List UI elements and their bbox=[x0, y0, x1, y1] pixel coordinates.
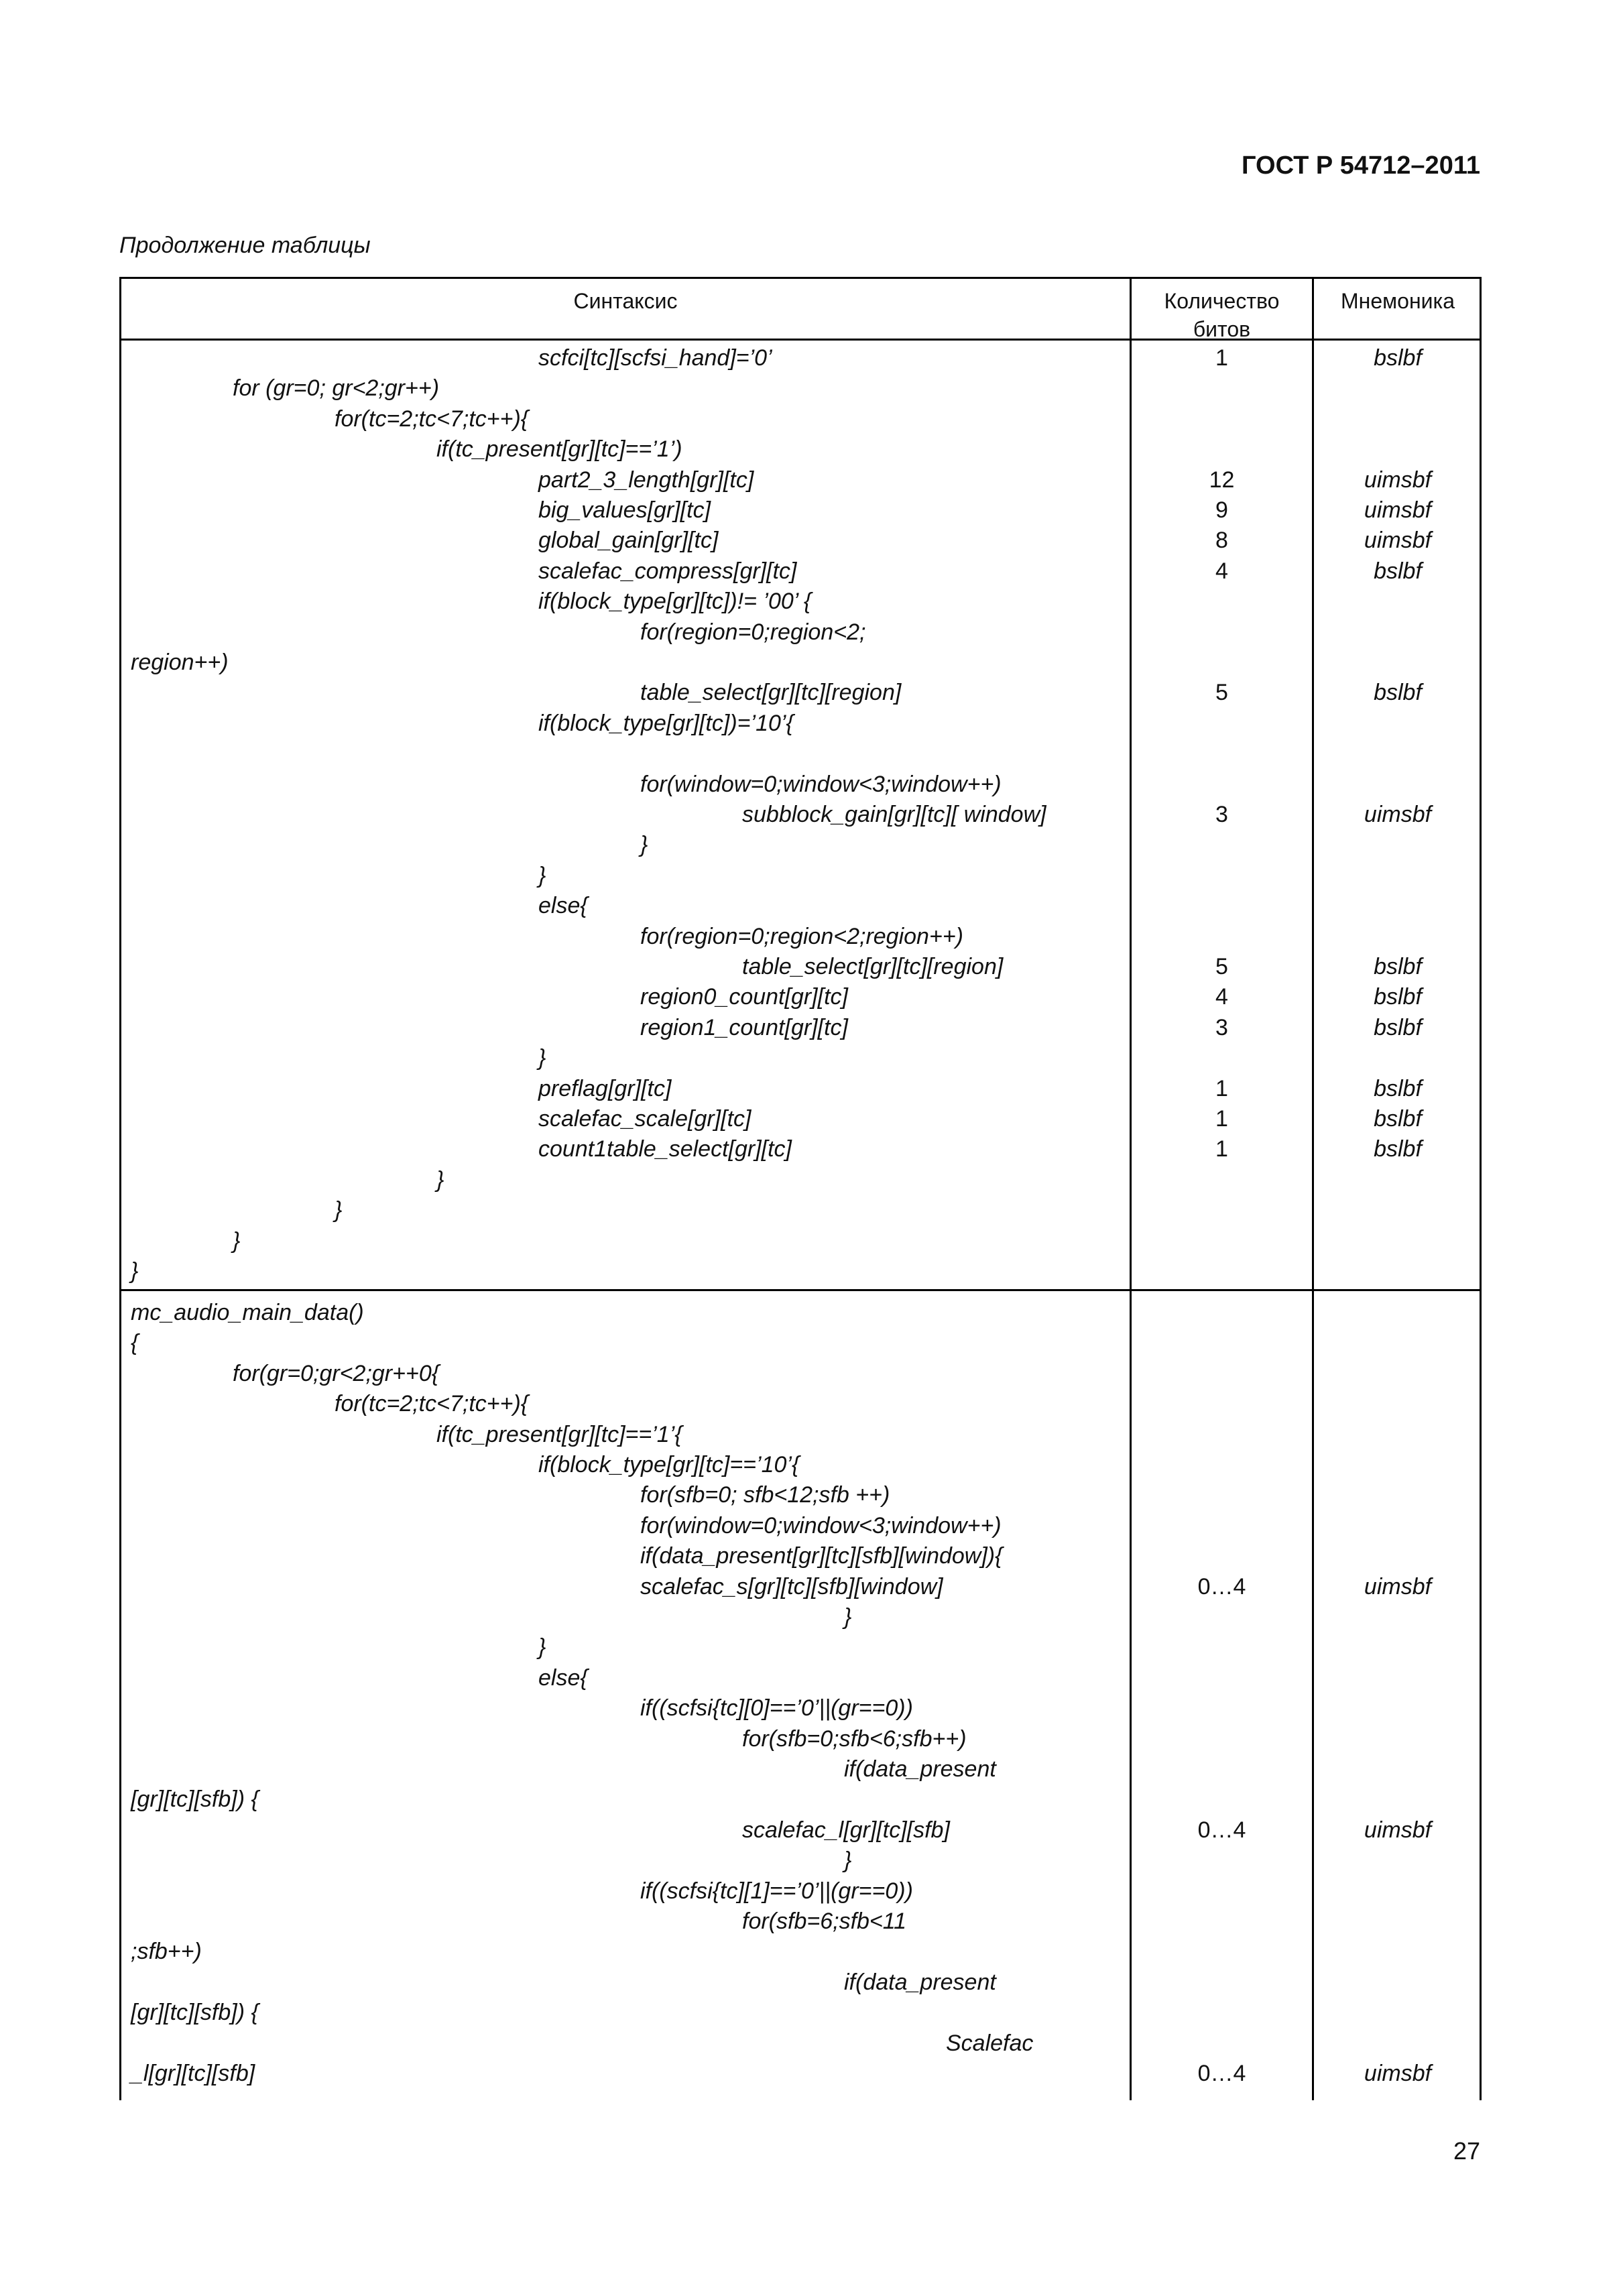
syntax-cell: if(tc_present[gr][tc]==’1’) bbox=[436, 436, 682, 463]
column-header-syntax: Синтаксис bbox=[573, 289, 678, 313]
table-row bbox=[121, 1195, 1480, 1226]
syntax-cell: for(tc=2;tc<7;tc++){ bbox=[335, 1391, 529, 1417]
table-row bbox=[121, 1359, 1480, 1390]
table-row bbox=[121, 1968, 1480, 1998]
table-row bbox=[121, 587, 1480, 617]
table-row bbox=[121, 343, 1480, 374]
mnemonic-cell: uimsbf bbox=[1364, 1573, 1432, 1599]
table-row bbox=[121, 800, 1480, 831]
syntax-cell: for(window=0;window<3;window++) bbox=[640, 1512, 1002, 1538]
table-row bbox=[121, 1632, 1480, 1663]
table-caption: Продолжение таблицы bbox=[119, 233, 371, 258]
table-row bbox=[121, 1480, 1480, 1511]
syntax-cell: global_gain[gr][tc] bbox=[538, 528, 719, 554]
table-row bbox=[121, 617, 1480, 648]
syntax-cell: } bbox=[640, 832, 648, 858]
table-row bbox=[121, 2029, 1480, 2059]
syntax-cell: subblock_gain[gr][tc][ window] bbox=[742, 802, 1046, 827]
syntax-cell: for(sfb=0; sfb<12;sfb ++) bbox=[640, 1482, 890, 1508]
mnemonic-cell: bslbf bbox=[1374, 345, 1422, 371]
mnemonic-cell: uimsbf bbox=[1364, 528, 1432, 554]
syntax-cell: scfci[tc][scfsi_hand]=’0’ bbox=[538, 345, 772, 371]
syntax-cell: if(block_type[gr][tc])=’10’{ bbox=[538, 710, 794, 736]
bits-cell: 5 bbox=[1215, 680, 1228, 706]
table-row bbox=[121, 709, 1480, 739]
mnemonic-cell: bslbf bbox=[1374, 1075, 1422, 1101]
table-row bbox=[121, 830, 1480, 861]
bits-cell: 1 bbox=[1215, 1075, 1228, 1101]
column-header-mnemonic: Мнемоника bbox=[1341, 289, 1455, 313]
table-row bbox=[121, 1104, 1480, 1135]
syntax-cell: } bbox=[233, 1227, 241, 1254]
bits-cell: 5 bbox=[1215, 954, 1228, 979]
syntax-cell: if(block_type[gr][tc]==’10’{ bbox=[538, 1452, 800, 1477]
syntax-cell: if(tc_present[gr][tc]==’1’{ bbox=[436, 1421, 682, 1447]
table-row bbox=[121, 922, 1480, 953]
syntax-cell: if(data_present[gr][tc][sfb][window]){ bbox=[640, 1543, 1003, 1569]
mnemonic-cell: bslbf bbox=[1374, 1106, 1422, 1132]
table-row bbox=[121, 1389, 1480, 1420]
table-row bbox=[121, 1256, 1480, 1287]
bits-cell: 3 bbox=[1215, 1014, 1228, 1040]
bits-cell: 8 bbox=[1215, 528, 1228, 554]
bits-cell: 0…4 bbox=[1197, 1573, 1246, 1599]
syntax-cell: } bbox=[335, 1197, 343, 1223]
bits-cell: 1 bbox=[1215, 345, 1228, 371]
table-row bbox=[121, 1511, 1480, 1542]
syntax-cell: for(sfb=0;sfb<6;sfb++) bbox=[742, 1726, 967, 1752]
table-row bbox=[121, 526, 1480, 556]
table-row bbox=[121, 770, 1480, 800]
syntax-cell: count1table_select[gr][tc] bbox=[538, 1136, 792, 1162]
column-header-bits bbox=[1132, 287, 1312, 343]
syntax-cell: scalefac_compress[gr][tc] bbox=[538, 558, 797, 584]
syntax-cell: table_select[gr][tc][region] bbox=[640, 680, 902, 706]
bits-cell: 0…4 bbox=[1197, 2061, 1246, 2086]
syntax-cell: if((scfsi{tc][0]==’0’||(gr==0)) bbox=[640, 1695, 913, 1721]
table-row bbox=[121, 1165, 1480, 1196]
mnemonic-cell: uimsbf bbox=[1364, 2061, 1432, 2086]
syntax-cell: for(gr=0;gr<2;gr++0{ bbox=[233, 1360, 440, 1386]
table-row bbox=[121, 373, 1480, 404]
syntax-cell: } bbox=[538, 862, 546, 888]
mnemonic-cell: bslbf bbox=[1374, 984, 1422, 1010]
syntax-cell: region1_count[gr][tc] bbox=[640, 1014, 848, 1040]
syntax-cell: } bbox=[131, 1258, 139, 1284]
table-row bbox=[121, 465, 1480, 496]
table-row bbox=[121, 1663, 1480, 1694]
column-header-bits-line: битов bbox=[1193, 317, 1251, 341]
syntax-cell: else{ bbox=[538, 1665, 588, 1691]
syntax-cell: Scalefac bbox=[946, 2030, 1034, 2056]
syntax-cell: scalefac_s[gr][tc][sfb][window] bbox=[640, 1573, 943, 1599]
table-row bbox=[121, 952, 1480, 983]
table-row bbox=[121, 1043, 1480, 1074]
table-row bbox=[121, 1450, 1480, 1481]
syntax-cell: for(window=0;window<3;window++) bbox=[640, 771, 1002, 797]
table-row bbox=[121, 1420, 1480, 1451]
syntax-cell: for (gr=0; gr<2;gr++) bbox=[233, 375, 440, 402]
table-row bbox=[121, 1937, 1480, 1968]
table-row bbox=[121, 1815, 1480, 1846]
syntax-cell: for(tc=2;tc<7;tc++){ bbox=[335, 406, 529, 432]
syntax-cell: ;sfb++) bbox=[131, 1939, 202, 1965]
table-row bbox=[121, 648, 1480, 678]
mnemonic-cell: uimsbf bbox=[1364, 467, 1432, 493]
table-row bbox=[121, 1754, 1480, 1785]
syntax-cell: scalefac_l[gr][tc][sfb] bbox=[742, 1817, 950, 1843]
syntax-cell: { bbox=[131, 1330, 139, 1356]
syntax-cell: _l[gr][tc][sfb] bbox=[131, 2061, 255, 2086]
syntax-cell: } bbox=[538, 1045, 546, 1071]
syntax-cell: if(data_present bbox=[844, 1756, 996, 1782]
syntax-cell: for(region=0;region<2;region++) bbox=[640, 923, 963, 949]
bits-cell: 9 bbox=[1215, 497, 1228, 523]
table-row bbox=[121, 1846, 1480, 1876]
syntax-cell: for(sfb=6;sfb<11 bbox=[742, 1909, 907, 1934]
table-row bbox=[121, 739, 1480, 770]
syntax-cell: else{ bbox=[538, 893, 588, 919]
syntax-cell: } bbox=[844, 1604, 852, 1630]
syntax-cell: if(block_type[gr][tc])!= ’00’ { bbox=[538, 589, 812, 615]
syntax-cell: scalefac_scale[gr][tc] bbox=[538, 1106, 752, 1132]
syntax-cell: } bbox=[538, 1634, 546, 1660]
table-row bbox=[121, 1907, 1480, 1937]
table-row bbox=[121, 1602, 1480, 1633]
syntax-cell: big_values[gr][tc] bbox=[538, 497, 711, 523]
bits-cell: 1 bbox=[1215, 1136, 1228, 1162]
syntax-cell: for(region=0;region<2; bbox=[640, 619, 866, 645]
bits-cell: 3 bbox=[1215, 802, 1228, 827]
mnemonic-cell: uimsbf bbox=[1364, 497, 1432, 523]
table-row bbox=[121, 434, 1480, 465]
table-row bbox=[121, 891, 1480, 922]
syntax-cell: if((scfsi{tc][1]==’0’||(gr==0)) bbox=[640, 1878, 913, 1904]
table-row bbox=[121, 1876, 1480, 1907]
syntax-cell: region++) bbox=[131, 650, 229, 675]
table-row bbox=[121, 678, 1480, 709]
mnemonic-cell: bslbf bbox=[1374, 1014, 1422, 1040]
syntax-cell: } bbox=[844, 1848, 852, 1874]
mnemonic-cell: bslbf bbox=[1374, 558, 1422, 584]
syntax-cell: table_select[gr][tc][region] bbox=[742, 954, 1004, 979]
syntax-cell: if(data_present bbox=[844, 1969, 996, 1995]
document-standard-number: ГОСТ Р 54712–2011 bbox=[1241, 152, 1480, 180]
bits-cell: 12 bbox=[1209, 467, 1235, 493]
table-row bbox=[121, 982, 1480, 1013]
table-row bbox=[121, 1013, 1480, 1044]
syntax-table bbox=[119, 277, 1482, 2100]
section-divider bbox=[121, 1289, 1480, 1291]
column-header-bits-line: Количество bbox=[1164, 289, 1280, 313]
table-row bbox=[121, 1541, 1480, 1572]
mnemonic-cell: bslbf bbox=[1374, 954, 1422, 979]
mnemonic-cell: bslbf bbox=[1374, 680, 1422, 706]
syntax-cell: [gr][tc][sfb]) { bbox=[131, 1787, 259, 1813]
header-divider bbox=[121, 339, 1480, 341]
table-row bbox=[121, 1998, 1480, 2029]
table-row bbox=[121, 556, 1480, 587]
table-row bbox=[121, 1074, 1480, 1105]
table-row bbox=[121, 1572, 1480, 1603]
syntax-cell: region0_count[gr][tc] bbox=[640, 984, 848, 1010]
table-row bbox=[121, 2059, 1480, 2090]
syntax-cell: preflag[gr][tc] bbox=[538, 1075, 672, 1101]
bits-cell: 4 bbox=[1215, 984, 1228, 1010]
bits-cell: 0…4 bbox=[1197, 1817, 1246, 1843]
table-row bbox=[121, 495, 1480, 526]
syntax-cell: mc_audio_main_data() bbox=[131, 1300, 364, 1325]
table-row bbox=[121, 1693, 1480, 1724]
bits-cell: 1 bbox=[1215, 1106, 1228, 1132]
mnemonic-cell: bslbf bbox=[1374, 1136, 1422, 1162]
mnemonic-cell: uimsbf bbox=[1364, 802, 1432, 827]
mnemonic-cell: uimsbf bbox=[1364, 1817, 1432, 1843]
table-row bbox=[121, 1785, 1480, 1815]
table-row bbox=[121, 1298, 1480, 1329]
table-row bbox=[121, 1724, 1480, 1755]
syntax-cell: [gr][tc][sfb]) { bbox=[131, 2000, 259, 2026]
table-row bbox=[121, 404, 1480, 435]
table-row bbox=[121, 1134, 1480, 1165]
bits-cell: 4 bbox=[1215, 558, 1228, 584]
table-row bbox=[121, 1328, 1480, 1359]
table-header bbox=[121, 279, 1480, 341]
table-row bbox=[121, 1226, 1480, 1257]
syntax-cell: } bbox=[436, 1166, 444, 1193]
syntax-cell: part2_3_length[gr][tc] bbox=[538, 467, 754, 493]
page-number: 27 bbox=[1453, 2137, 1480, 2165]
table-row bbox=[121, 861, 1480, 892]
